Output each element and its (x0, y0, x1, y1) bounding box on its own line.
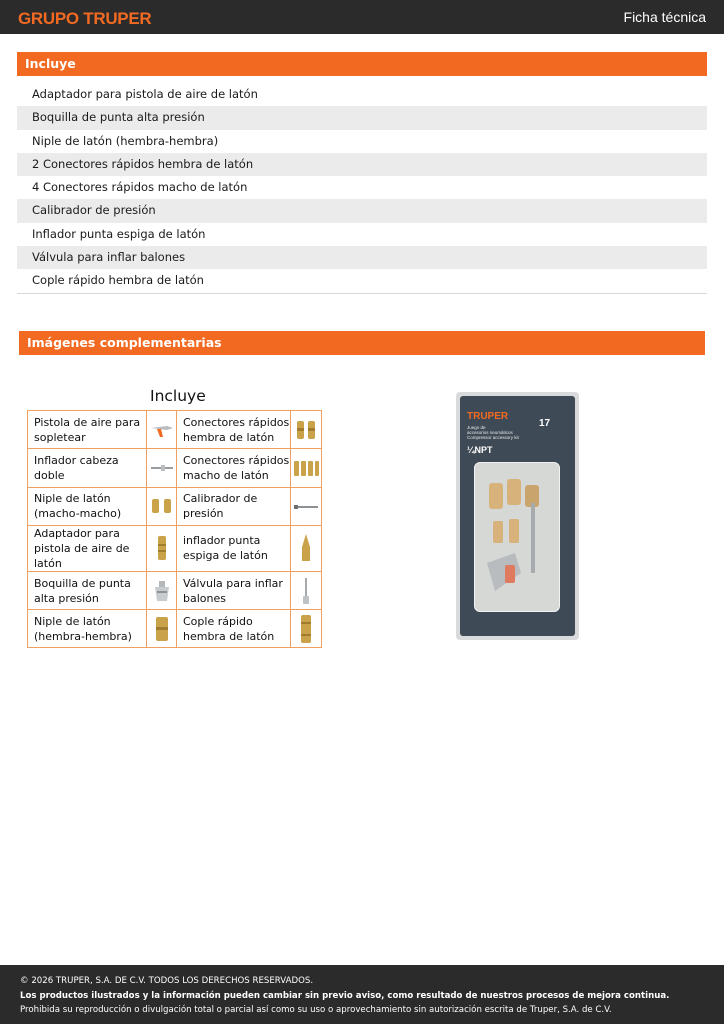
package-brand: TRUPER (467, 411, 509, 422)
table-cell: Adaptador para pistola de aire de latón (28, 525, 147, 571)
list-item: Adaptador para pistola de aire de latón (32, 87, 258, 101)
includes-list (17, 83, 707, 294)
footer-prohibition: Prohibida su reproducción o divulgación total o parcial así como su uso o aprovechamiento sin autorización escrita de Truper, S.A. de C.V. (20, 1005, 612, 1015)
list-item: 2 Conectores rápidos hembra de latón (17, 153, 707, 176)
table-cell: Pistola de aire para sopletear (28, 411, 147, 449)
list-item: Calibrador de presión (17, 199, 707, 222)
images-section-title: Imágenes complementarias (19, 331, 705, 355)
plastic-case (474, 462, 560, 612)
table-row (28, 610, 322, 648)
list-item: Cople rápido hembra de latón (32, 273, 204, 288)
list-item: Boquilla de punta alta presión (17, 106, 707, 129)
document-type: Ficha técnica (623, 9, 706, 25)
ball-needle-icon (291, 571, 322, 609)
table-cell: Niple de latón (macho-macho) (28, 487, 147, 525)
list-item: Niple de latón (hembra-hembra) (32, 133, 219, 148)
double-head-inflator-icon (147, 449, 177, 487)
quick-coupler-icon (291, 610, 322, 648)
package-thread: ¼NPT (467, 445, 493, 455)
table-row (28, 411, 322, 449)
package-subtitle (467, 425, 519, 440)
table-cell: Niple de latón (hembra-hembra) (28, 610, 147, 648)
table-cell: inflador punta espiga de latón (177, 525, 291, 571)
table-cell: Cople rápido hembra de latón (177, 610, 291, 648)
footer-notice: Los productos ilustrados y la información pueden cambiar sin previo aviso, como resultado de nuestros procesos de mejora continua. (20, 990, 670, 1001)
pressure-gauge-icon (291, 487, 322, 525)
table-cell: Calibrador de presión (177, 487, 291, 525)
package-card (460, 396, 575, 636)
included-items-table (27, 410, 322, 648)
package-subtitle-line: Juego de (467, 425, 486, 430)
pin-inflator-icon (291, 525, 322, 571)
female-nipple-icon (147, 610, 177, 648)
air-gun-icon (147, 411, 177, 449)
male-nipple-icon (147, 487, 177, 525)
footer (0, 965, 724, 1024)
table-cell: Conectores rápidos hembra de latón (177, 411, 291, 449)
package-subtitle-line: accesorios neumáticos (467, 430, 513, 435)
high-pressure-nozzle-icon (147, 571, 177, 609)
table-cell: Boquilla de punta alta presión (28, 571, 147, 609)
male-connector-icon (291, 449, 322, 487)
table-cell: Conectores rápidos macho de latón (177, 449, 291, 487)
table-cell: Inflador cabeza doble (28, 449, 147, 487)
product-package-image (456, 392, 579, 640)
female-connector-icon (291, 411, 322, 449)
package-subtitle-line: Compressor accessory kit (467, 435, 519, 440)
list-item: 4 Conectores rápidos macho de latón (32, 180, 248, 195)
included-table-title: Incluye (150, 387, 206, 405)
package-pieces: 17 (539, 418, 551, 429)
footer-copyright: © 2026 TRUPER, S.A. DE C.V. TODOS LOS DERECHOS RESERVADOS. (20, 976, 314, 986)
list-item: Inflador punta espiga de latón (32, 226, 206, 241)
table-cell: Válvula para inflar balones (177, 571, 291, 609)
brass-adapter-icon (147, 525, 177, 571)
list-item: Válvula para inflar balones (17, 246, 707, 269)
table-row (28, 571, 322, 609)
header-bar (0, 0, 724, 34)
table-row (28, 525, 322, 571)
includes-section-title: Incluye (17, 52, 707, 76)
table-row (28, 487, 322, 525)
table-row (28, 449, 322, 487)
brand-logo: GRUPO TRUPER (18, 9, 152, 28)
